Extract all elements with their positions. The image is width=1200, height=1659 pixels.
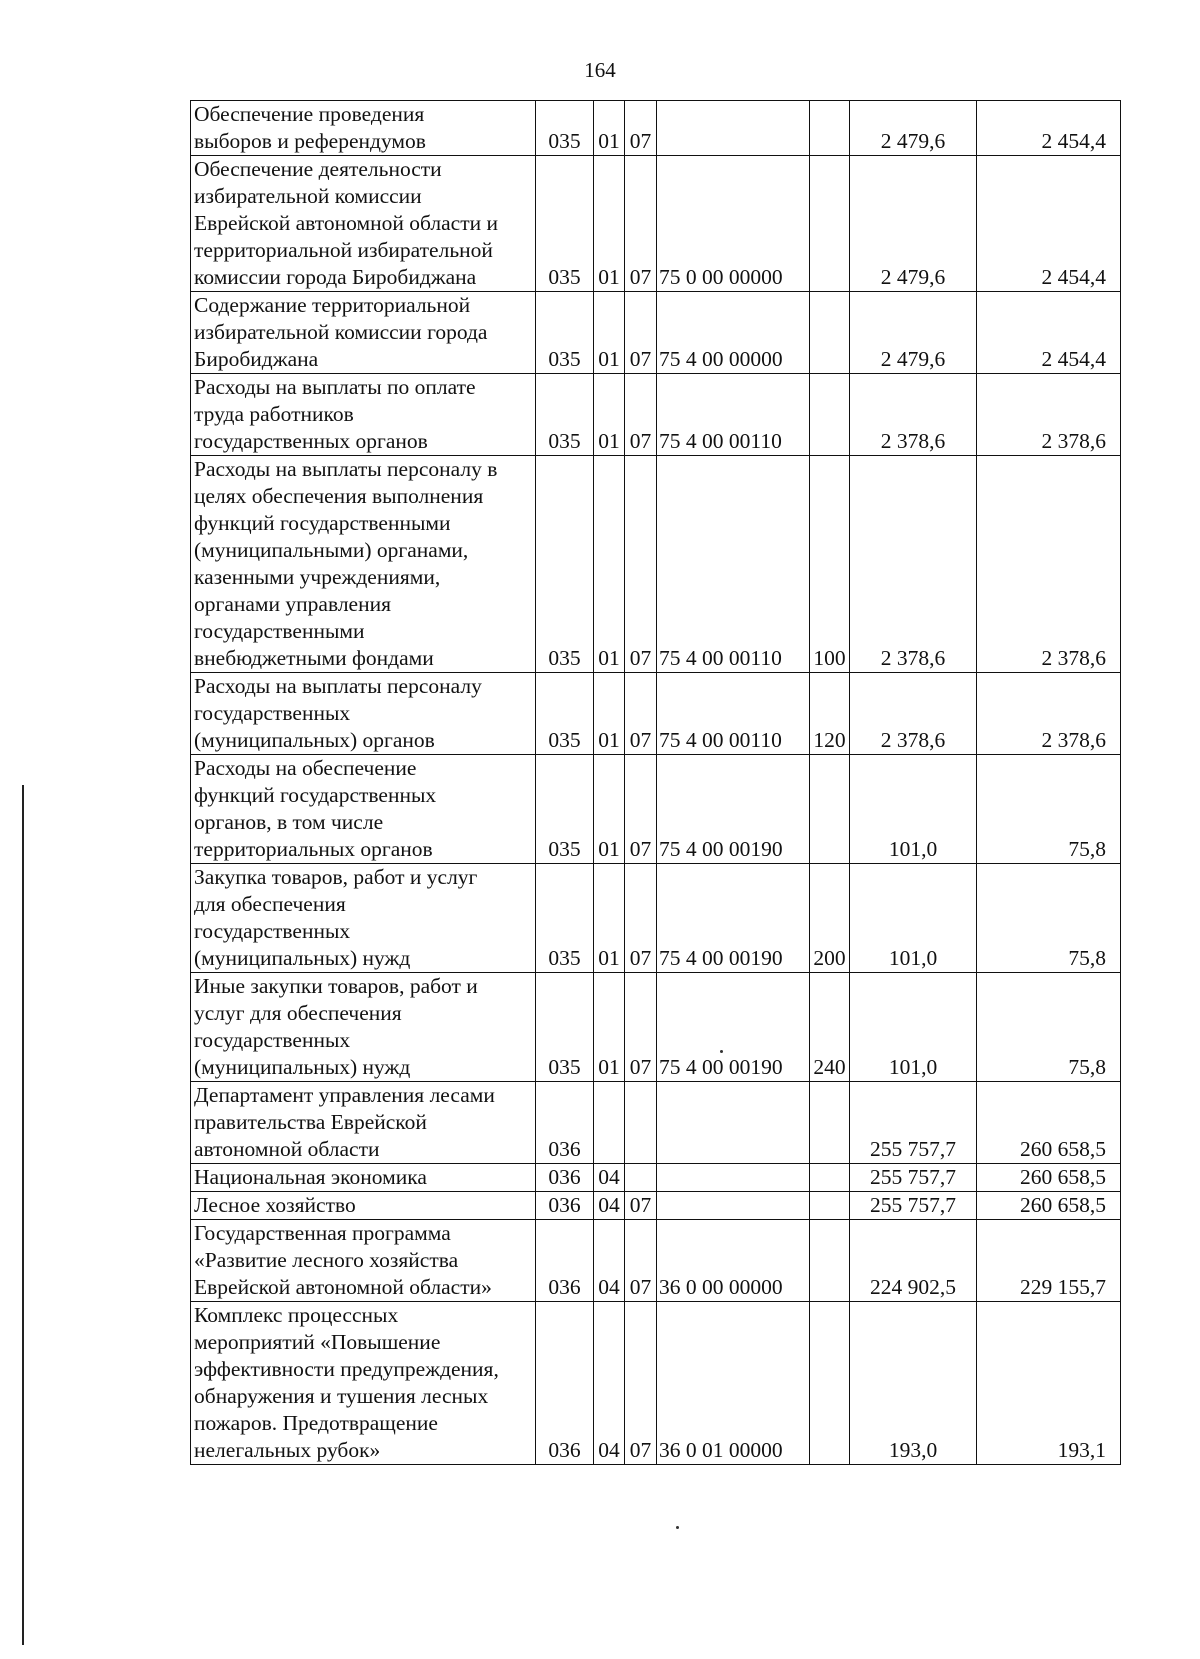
cell-vr [810,1082,850,1164]
cell-ved: 035 [536,156,594,292]
cell-sum-1: 2 378,6 [850,456,977,673]
cell-csr: 75 4 00 00110 [657,456,810,673]
cell-rz: 04 [594,1192,625,1220]
cell-vr [810,292,850,374]
cell-csr: 75 4 00 00110 [657,374,810,456]
table-row [191,456,1121,673]
table-row [191,156,1121,292]
cell-item-name [191,156,536,292]
cell-sum-2: 260 658,5 [977,1082,1121,1164]
item-name-line: для обеспечения [194,892,346,916]
cell-item-name [191,101,536,156]
cell-pr: 07 [625,755,657,864]
cell-sum-1: 2 479,6 [850,156,977,292]
cell-csr [657,1164,810,1192]
item-name-line: государственных [194,919,351,943]
table-row [191,1220,1121,1302]
cell-sum-2: 2 378,6 [977,673,1121,755]
cell-ved: 036 [536,1302,594,1465]
cell-pr: 07 [625,456,657,673]
cell-vr: 100 [810,456,850,673]
item-name-line: Содержание территориальной [194,293,471,317]
cell-csr: 75 4 00 00190 [657,973,810,1082]
item-name-line: Обеспечение проведения [194,102,425,126]
item-name-line: территориальных органов [194,837,433,861]
cell-csr: 75 0 00 00000 [657,156,810,292]
cell-csr [657,1082,810,1164]
cell-csr: 75 4 00 00190 [657,755,810,864]
cell-rz: 01 [594,292,625,374]
cell-item-name [191,456,536,673]
cell-sum-1: 2 479,6 [850,292,977,374]
item-name-line: Расходы на выплаты персоналу в [194,457,498,481]
item-name-line: Расходы на выплаты по оплате [194,375,476,399]
cell-sum-1: 2 378,6 [850,673,977,755]
cell-sum-1: 101,0 [850,973,977,1082]
item-name-line: государственных [194,1028,351,1052]
cell-pr: 07 [625,673,657,755]
cell-vr: 120 [810,673,850,755]
item-name-line: (муниципальных) нужд [194,1055,411,1079]
cell-csr [657,1192,810,1220]
cell-pr: 07 [625,101,657,156]
cell-sum-1: 2 378,6 [850,374,977,456]
cell-item-name [191,1220,536,1302]
cell-rz: 01 [594,673,625,755]
table-row [191,1192,1121,1220]
page-number: 164 [584,58,616,82]
cell-sum-1: 255 757,7 [850,1192,977,1220]
scan-edge-line [22,785,24,1645]
cell-sum-2: 2 454,4 [977,101,1121,156]
item-name-line: мероприятий «Повышение [194,1330,441,1354]
item-name-line: функций государственных [194,783,437,807]
cell-pr: 07 [625,374,657,456]
cell-rz: 04 [594,1302,625,1465]
item-name-line: комиссии города Биробиджана [194,265,477,289]
item-name-line: (муниципальных) органов [194,728,435,752]
cell-rz: 04 [594,1164,625,1192]
cell-csr: 75 4 00 00110 [657,673,810,755]
item-name-line: обнаружения и тушения лесных [194,1384,489,1408]
item-name-line: Государственная программа [194,1221,451,1245]
item-name-line: Обеспечение деятельности [194,157,442,181]
table-row [191,374,1121,456]
cell-rz: 01 [594,156,625,292]
cell-sum-2: 193,1 [977,1302,1121,1465]
cell-ved: 036 [536,1164,594,1192]
cell-csr: 75 4 00 00190 [657,864,810,973]
item-name-line: органами управления [194,592,391,616]
cell-item-name [191,292,536,374]
cell-csr: 75 4 00 00000 [657,292,810,374]
item-name-line: услуг для обеспечения [194,1001,402,1025]
cell-vr [810,101,850,156]
cell-rz: 01 [594,864,625,973]
item-name-line: государственных органов [194,429,428,453]
cell-csr: 36 0 00 00000 [657,1220,810,1302]
cell-item-name [191,374,536,456]
cell-sum-2: 2 378,6 [977,456,1121,673]
item-name-line: автономной области [194,1137,380,1161]
cell-sum-1: 224 902,5 [850,1220,977,1302]
scan-speck [676,1526,679,1529]
item-name-line: нелегальных рубок» [194,1438,381,1462]
cell-ved: 035 [536,973,594,1082]
table-row [191,864,1121,973]
table-row [191,1164,1121,1192]
item-name-line: труда работников [194,402,354,426]
cell-vr [810,156,850,292]
scan-speck [720,1050,723,1053]
item-name-line: Комплекс процессных [194,1303,399,1327]
table-row [191,973,1121,1082]
cell-vr [810,1302,850,1465]
cell-sum-2: 75,8 [977,864,1121,973]
cell-sum-2: 75,8 [977,973,1121,1082]
item-name-line: (муниципальными) органами, [194,538,469,562]
item-name-line: территориальной избирательной [194,238,493,262]
cell-sum-1: 193,0 [850,1302,977,1465]
item-name-line: Еврейской автономной области» [194,1275,492,1299]
item-name-line: органов, в том числе [194,810,384,834]
cell-item-name [191,1082,536,1164]
item-name-line: выборов и референдумов [194,129,426,153]
table-row [191,292,1121,374]
item-name-line: пожаров. Предотвращение [194,1411,438,1435]
cell-sum-1: 2 479,6 [850,101,977,156]
cell-rz: 01 [594,755,625,864]
cell-vr [810,1164,850,1192]
budget-table [190,100,1121,1465]
cell-ved: 036 [536,1192,594,1220]
item-name-line: Расходы на выплаты персоналу [194,674,482,698]
cell-pr: 07 [625,973,657,1082]
cell-pr: 07 [625,864,657,973]
cell-ved: 035 [536,292,594,374]
cell-vr: 200 [810,864,850,973]
item-name-line: государственными [194,619,365,643]
cell-vr [810,1192,850,1220]
cell-sum-1: 101,0 [850,864,977,973]
cell-rz: 01 [594,374,625,456]
cell-csr: 36 0 01 00000 [657,1302,810,1465]
item-name-line: Расходы на обеспечение [194,756,417,780]
cell-item-name [191,973,536,1082]
table-row [191,673,1121,755]
cell-sum-2: 229 155,7 [977,1220,1121,1302]
cell-sum-2: 260 658,5 [977,1164,1121,1192]
cell-rz: 01 [594,456,625,673]
cell-item-name [191,864,536,973]
cell-item-name [191,673,536,755]
table-row [191,1302,1121,1465]
cell-item-name [191,1302,536,1465]
table-row [191,1082,1121,1164]
cell-sum-2: 75,8 [977,755,1121,864]
cell-rz [594,1082,625,1164]
cell-vr: 240 [810,973,850,1082]
cell-vr [810,755,850,864]
cell-vr [810,1220,850,1302]
cell-sum-2: 2 454,4 [977,156,1121,292]
cell-sum-1: 101,0 [850,755,977,864]
item-name-line: казенными учреждениями, [194,565,441,589]
item-name-line: внебюджетными фондами [194,646,434,670]
cell-rz: 01 [594,973,625,1082]
cell-rz: 01 [594,101,625,156]
cell-item-name [191,1164,536,1192]
item-name-line: (муниципальных) нужд [194,946,411,970]
cell-ved: 035 [536,456,594,673]
cell-ved: 035 [536,673,594,755]
item-name-line: Департамент управления лесами [194,1083,495,1107]
item-name-line: «Развитие лесного хозяйства [194,1248,459,1272]
cell-sum-2: 2 378,6 [977,374,1121,456]
cell-ved: 036 [536,1082,594,1164]
item-name-line: Биробиджана [194,347,319,371]
item-name-line: эффективности предупреждения, [194,1357,499,1381]
item-name-line: Иные закупки товаров, работ и [194,974,478,998]
cell-pr: 07 [625,1192,657,1220]
cell-pr: 07 [625,1220,657,1302]
cell-rz: 04 [594,1220,625,1302]
item-name-line: правительства Еврейской [194,1110,427,1134]
cell-ved: 035 [536,755,594,864]
cell-pr [625,1164,657,1192]
cell-sum-2: 2 454,4 [977,292,1121,374]
item-name-line: избирательной комиссии города [194,320,488,344]
cell-pr: 07 [625,156,657,292]
item-name-line: Лесное хозяйство [194,1193,356,1217]
cell-pr: 07 [625,1302,657,1465]
cell-ved: 035 [536,374,594,456]
item-name-line: государственных [194,701,351,725]
table-row [191,755,1121,864]
cell-ved: 035 [536,101,594,156]
item-name-line: Национальная экономика [194,1165,427,1189]
cell-sum-1: 255 757,7 [850,1082,977,1164]
cell-item-name [191,755,536,864]
cell-pr: 07 [625,292,657,374]
cell-ved: 036 [536,1220,594,1302]
cell-vr [810,374,850,456]
item-name-line: Еврейской автономной области и [194,211,498,235]
cell-sum-2: 260 658,5 [977,1192,1121,1220]
cell-csr [657,101,810,156]
cell-pr [625,1082,657,1164]
item-name-line: целях обеспечения выполнения [194,484,484,508]
item-name-line: функций государственными [194,511,451,535]
item-name-line: Закупка товаров, работ и услуг [194,865,478,889]
item-name-line: избирательной комиссии [194,184,422,208]
cell-sum-1: 255 757,7 [850,1164,977,1192]
cell-item-name [191,1192,536,1220]
budget-table-body [191,101,1121,1465]
table-row [191,101,1121,156]
cell-ved: 035 [536,864,594,973]
